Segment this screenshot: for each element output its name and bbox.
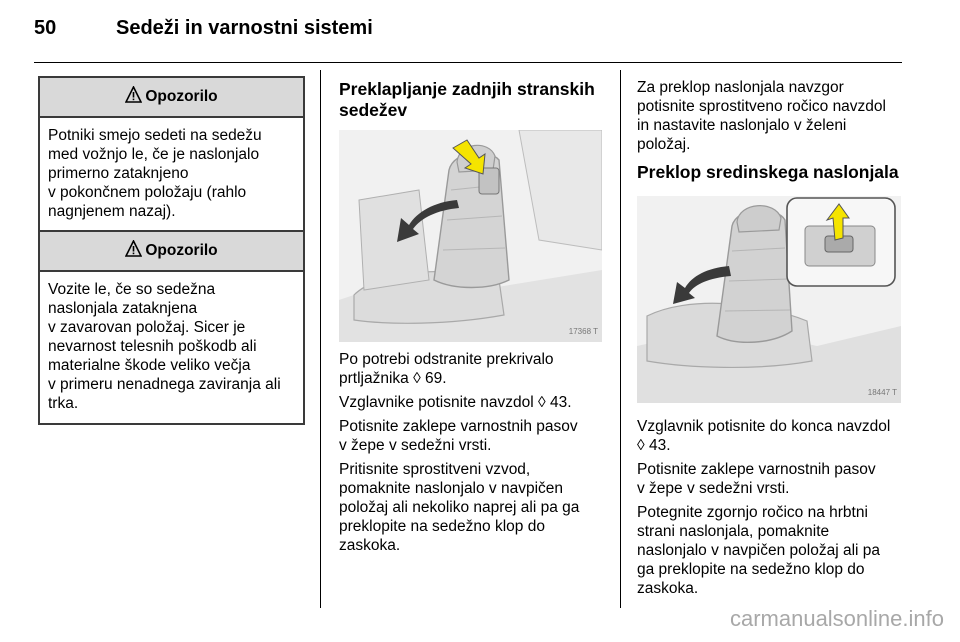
paragraph <box>637 417 912 455</box>
paragraph-line: zaskoka. <box>339 537 401 554</box>
paragraph-line: preklopite na sedežno klop do <box>339 518 545 535</box>
paragraph-line: v žepe v sedežni vrsti. <box>637 480 790 497</box>
paragraph-line: Potisnite zaklepe varnostnih pasov <box>339 418 578 435</box>
warning-line: trka. <box>48 395 79 412</box>
header-rule <box>34 62 902 63</box>
paragraph-line: Po potrebi odstranite prekrivalo <box>339 351 554 368</box>
paragraph <box>339 417 614 455</box>
page-number: 50 <box>34 17 57 39</box>
paragraph-line: in nastavite naslonjalo v želeni <box>637 117 847 134</box>
paragraph <box>339 393 614 412</box>
paragraph-line: zaskoka. <box>637 580 699 597</box>
figure-center-backrest <box>637 196 901 403</box>
paragraph-line: položaj ali nekoliko naprej ali pa ga <box>339 499 580 516</box>
paragraph-line: Vzglavnik potisnite do konca navzdol <box>637 418 891 435</box>
section-heading: Preklop sredinskega naslonjala <box>637 162 899 182</box>
heading-line: sedežev <box>339 100 408 120</box>
warning-line: v primeru nenadnega zaviranja ali <box>48 376 281 393</box>
figure-code: 18447 T <box>867 388 897 397</box>
column3-text <box>637 417 912 603</box>
paragraph-line: Vzglavnike potisnite navzdol ◊ 43. <box>339 394 572 411</box>
figure-side-seats <box>339 130 602 342</box>
warning-line: primerno zataknjeno <box>48 165 189 182</box>
paragraph-line: potisnite sprostitveno ročico navzdol <box>637 98 886 115</box>
paragraph-line: Potisnite zaklepe varnostnih pasov <box>637 461 876 478</box>
column3-intro <box>637 78 912 154</box>
warning-icon <box>125 240 142 262</box>
paragraph-line: Pritisnite sprostitveni vzvod, <box>339 461 531 478</box>
heading-line: Preklapljanje zadnjih stranskih <box>339 79 595 99</box>
warning-line: Vozite le, če so sedežna <box>48 281 216 298</box>
figure-code: 17368 T <box>568 327 598 336</box>
warning-header <box>40 78 303 118</box>
paragraph-line: Potegnite zgornjo ročico na hrbtni <box>637 504 868 521</box>
warning-icon <box>125 86 142 108</box>
paragraph-line: naslonjalo v navpičen položaj ali pa <box>637 542 880 559</box>
warning-line: nevarnost telesnih poškodb ali <box>48 338 257 355</box>
paragraph-line: ga preklopite na sedežno klop do <box>637 561 865 578</box>
paragraph <box>637 460 912 498</box>
paragraph-line: položaj. <box>637 136 691 153</box>
warning-line: v pokončnem položaju (rahlo <box>48 184 247 201</box>
warning-line: materialne škode veliko večja <box>48 357 251 374</box>
section-heading <box>339 79 609 121</box>
column2-text <box>339 350 614 560</box>
warning-body <box>40 272 303 423</box>
paragraph-line: pomaknite naslonjalo v navpičen <box>339 480 564 497</box>
warning-box <box>38 230 305 425</box>
paragraph <box>339 350 614 388</box>
paragraph <box>637 503 912 598</box>
paragraph-line: Za preklop naslonjala navzgor <box>637 79 844 96</box>
paragraph-line: ◊ 43. <box>637 437 671 454</box>
warning-title: Opozorilo <box>145 88 218 105</box>
warning-body <box>40 118 303 231</box>
paragraph <box>339 460 614 555</box>
warning-title: Opozorilo <box>145 242 218 259</box>
warning-box <box>38 76 305 233</box>
warning-header <box>40 232 303 272</box>
column-divider <box>320 70 321 608</box>
column-divider <box>620 70 621 608</box>
page-title: Sedeži in varnostni sistemi <box>116 17 373 39</box>
warning-line: med vožnjo le, če je naslonjalo <box>48 146 260 163</box>
watermark: carmanualsonline.info <box>729 606 944 631</box>
paragraph-line: prtljažnika ◊ 69. <box>339 370 447 387</box>
warning-line: nagnjenem nazaj). <box>48 203 176 220</box>
warning-line: naslonjala zataknjena <box>48 300 198 317</box>
warning-line: Potniki smejo sedeti na sedežu <box>48 127 262 144</box>
paragraph-line: strani naslonjala, pomaknite <box>637 523 830 540</box>
warning-line: v zavarovan položaj. Sicer je <box>48 319 246 336</box>
paragraph-line: v žepe v sedežni vrsti. <box>339 437 492 454</box>
